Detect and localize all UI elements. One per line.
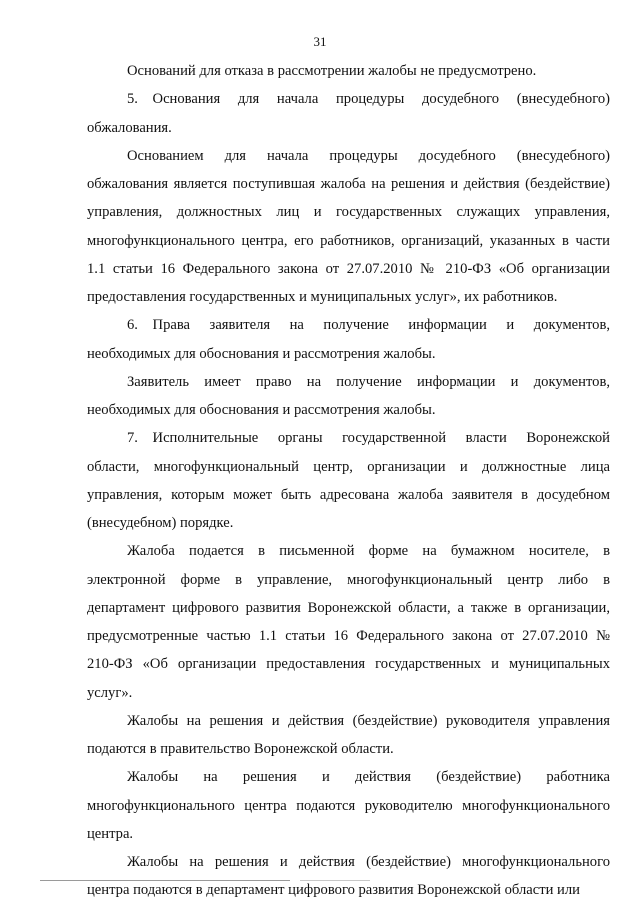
text-line: департамент цифрового развития Воронежской области, а также в организации, xyxy=(87,599,610,616)
text-line: предусмотренные частью 1.1 статьи 16 Федерального закона от 27.07.2010 № xyxy=(87,628,610,644)
paragraph xyxy=(87,57,610,85)
paragraph xyxy=(87,311,610,368)
text-line: центра подаются в департамент цифрового развития Воронежской области или xyxy=(87,882,580,899)
text-line: управления, которым может быть адресована жалоба заявителя в досудебном xyxy=(87,486,610,503)
document-body xyxy=(87,57,610,905)
text-line: многофункционального центра, его работников, организаций, указанных в части xyxy=(87,232,610,249)
text-line: 210-ФЗ «Об организации предоставления государственных и муниципальных xyxy=(87,656,610,673)
text-line: электронной форме в управление, многофункциональный центр либо в xyxy=(87,571,610,588)
footer-rule-secondary xyxy=(300,880,370,881)
text-line: центра. xyxy=(87,825,134,842)
text-line: Жалобы на решения и действия (бездействие) руководителя управления xyxy=(127,712,610,729)
text-line: 5. Основания для начала процедуры досудебного (внесудебного) xyxy=(127,91,610,108)
text-line: Жалобы на решения и действия (бездействие) работника xyxy=(127,769,610,786)
text-line: 1.1 статьи 16 Федерального закона от 27.07.2010 № 210-ФЗ «Об организации xyxy=(87,260,610,277)
text-line: 6. Права заявителя на получение информации и документов, xyxy=(127,317,610,334)
text-line: необходимых для обоснования и рассмотрения жалобы. xyxy=(87,345,436,362)
paragraph xyxy=(87,368,610,425)
text-line: Оснований для отказа в рассмотрении жалобы не предусмотрено. xyxy=(127,63,537,79)
paragraph xyxy=(87,424,610,537)
text-line: области, многофункциональный центр, организации и должностные лица xyxy=(87,458,610,475)
text-line: обжалования является поступившая жалоба на решения и действия (бездействие) xyxy=(87,176,610,192)
text-line: Жалоба подается в письменной форме на бумажном носителе, в xyxy=(127,543,610,560)
text-line: услуг». xyxy=(87,684,133,701)
paragraph xyxy=(87,85,610,142)
text-line: предоставления государственных и муниципальных услуг», их работников. xyxy=(87,289,558,305)
paragraph xyxy=(87,848,610,905)
text-line: Основанием для начала процедуры досудебного (внесудебного) xyxy=(127,147,610,164)
text-line: подаются в правительство Воронежской области. xyxy=(87,741,394,757)
paragraph xyxy=(87,142,610,312)
paragraph xyxy=(87,763,610,848)
text-line: 7. Исполнительные органы государственной власти Воронежской xyxy=(127,430,610,447)
paragraph xyxy=(87,537,610,707)
text-line: обжалования. xyxy=(87,119,172,136)
text-line: (внесудебном) порядке. xyxy=(87,515,234,531)
page-number: 31 xyxy=(313,34,327,49)
text-line: Жалобы на решения и действия (бездействие) многофункционального xyxy=(127,854,610,870)
text-line: необходимых для обоснования и рассмотрения жалобы. xyxy=(87,402,436,418)
footer-rule xyxy=(40,880,290,881)
text-line: Заявитель имеет право на получение информации и документов, xyxy=(127,373,610,390)
paragraph xyxy=(87,707,610,764)
text-line: управления, должностных лиц и государственных служащих управления, xyxy=(87,204,610,221)
text-line: многофункционального центра подаются руководителю многофункционального xyxy=(87,797,610,814)
